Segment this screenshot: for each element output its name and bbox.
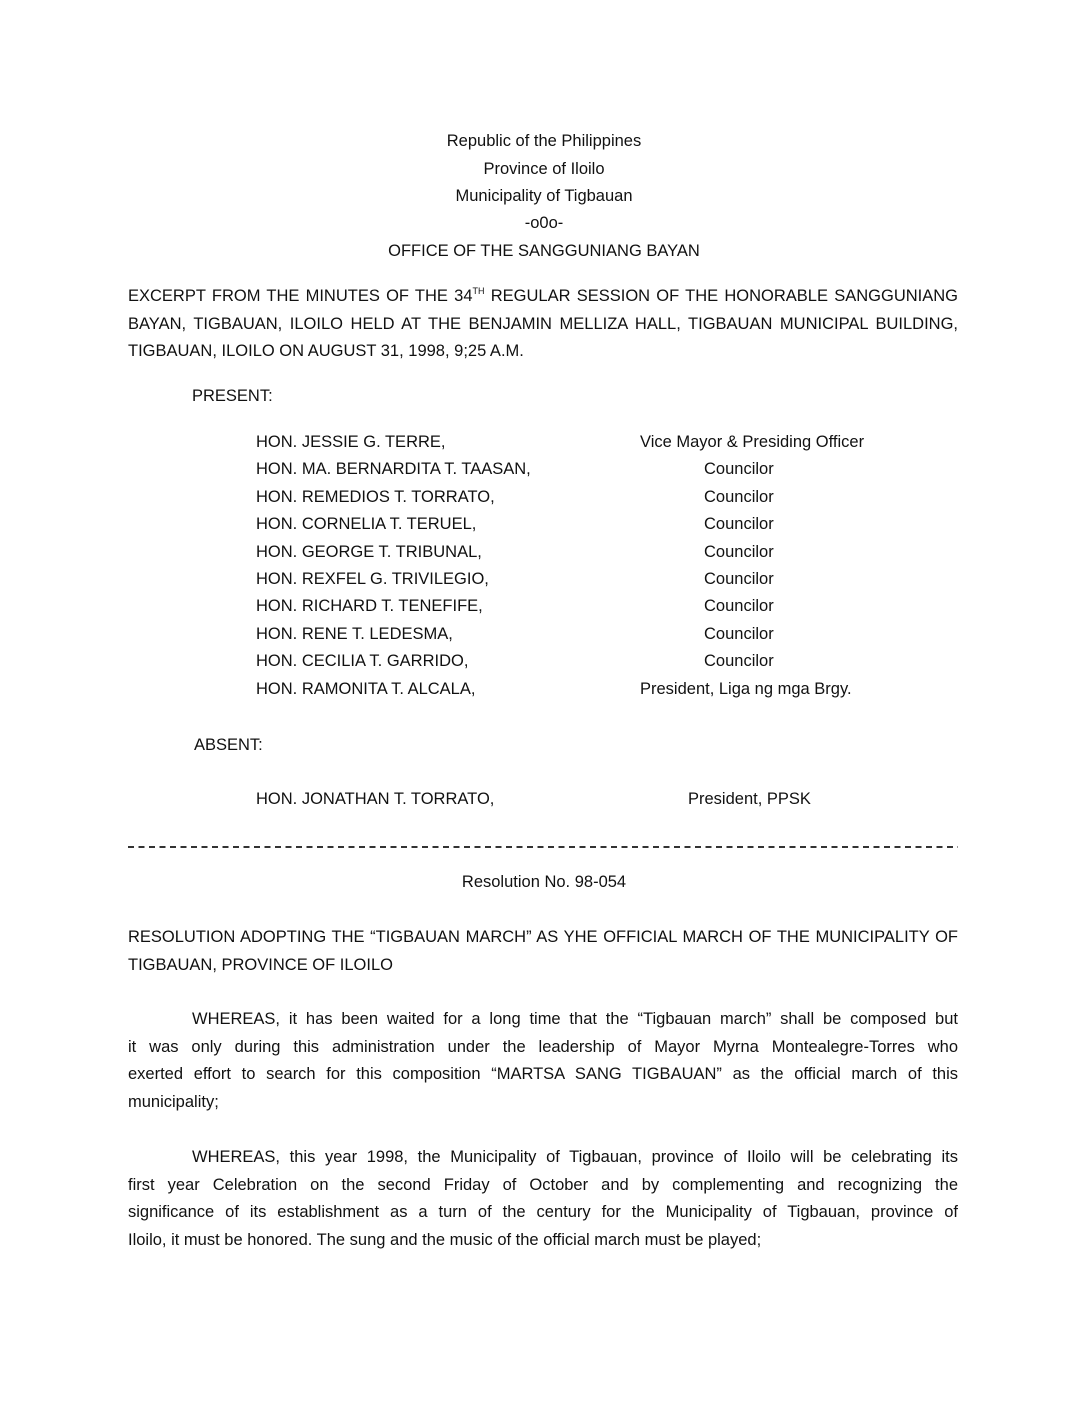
resolution-title — [128, 924, 958, 979]
attendee-role: Councilor — [704, 460, 774, 478]
whereas-2-line-2: first year Celebration on the second Friday of October and by complementing and recognizing the — [128, 1175, 958, 1194]
excerpt-line-1-text: EXCERPT FROM THE MINUTES OF THE 34 — [128, 287, 473, 305]
header-republic: Republic of the Philippines — [446, 132, 642, 150]
attendee-role: Councilor — [704, 570, 774, 588]
excerpt-line-3: TIGBAUAN, ILOILO ON AUGUST 31, 1998, 9;25 A.M. — [128, 342, 524, 360]
ordinal-suffix: TH — [472, 286, 485, 296]
excerpt-line-2: BAYAN, TIGBAUAN, ILOILO HELD AT THE BENJAMIN MELLIZA HALL, TIGBAUAN MUNICIPAL BUILDING, — [128, 314, 958, 333]
whereas-1-line-2: it was only during this administration under the leadership of Mayor Myrna Montealegre-Torres who — [128, 1037, 958, 1056]
attendee-name: HON. REMEDIOS T. TORRATO, — [256, 488, 495, 506]
attendee-name: HON. REXFEL G. TRIVILEGIO, — [256, 570, 489, 588]
whereas-2-line-4: Iloilo, it must be honored. The sung and the music of the official march must be played; — [128, 1230, 762, 1249]
whereas-1-line-3: exerted effort to search for this composition “MARTSA SANG TIGBAUAN” as the official march of this — [128, 1065, 958, 1083]
attendee-name: HON. RICHARD T. TENEFIFE, — [256, 597, 483, 615]
header-office: OFFICE OF THE SANGGUNIANG BAYAN — [388, 242, 700, 260]
resolution-title-line-2: TIGBAUAN, PROVINCE OF ILOILO — [128, 955, 393, 974]
header-municipality: Municipality of Tigbauan — [455, 187, 633, 205]
attendee-role: Vice Mayor & Presiding Officer — [640, 433, 865, 451]
attendee-name: HON. CECILIA T. GARRIDO, — [256, 652, 469, 670]
resolution-title-line-1: RESOLUTION ADOPTING THE “TIGBAUAN MARCH” AS YHE OFFICIAL MARCH OF THE MUNICIPALITY OF — [128, 928, 958, 946]
attendee-role: Councilor — [704, 543, 774, 561]
header-province: Province of Iloilo — [483, 160, 605, 178]
attendee-name: HON. CORNELIA T. TERUEL, — [256, 515, 477, 533]
whereas-2-line-1-text: WHEREAS, this year 1998, the Municipality of Tigbauan, province of Iloilo will be celebrating its — [192, 1148, 958, 1166]
attendee-name: HON. JESSIE G. TERRE, — [256, 433, 446, 451]
resolution-number: Resolution No. 98-054 — [461, 873, 627, 891]
excerpt-paragraph — [128, 283, 958, 366]
whereas-1-line-4: municipality; — [128, 1092, 219, 1111]
attendee-name: HON. MA. BERNARDITA T. TAASAN, — [256, 460, 531, 478]
attendee-name: HON. RENE T. LEDESMA, — [256, 625, 453, 643]
attendee-role: Councilor — [704, 515, 774, 533]
whereas-paragraph-2 — [128, 1144, 958, 1254]
attendee-role: Councilor — [704, 652, 774, 670]
header-ornament: -o0o- — [524, 214, 564, 232]
whereas-1-line-1-text: WHEREAS, it has been waited for a long time that the “Tigbauan march” shall be composed but — [192, 1010, 958, 1028]
attendee-role: Councilor — [704, 488, 774, 506]
attendee-role: President, Liga ng mga Brgy. — [640, 680, 852, 698]
excerpt-line-1-rest: REGULAR SESSION OF THE HONORABLE SANGGUNIANG — [484, 287, 958, 305]
whereas-1-line-1 — [128, 1006, 958, 1034]
attendee-role: Councilor — [704, 625, 774, 643]
excerpt-line-1 — [128, 283, 958, 311]
present-label: PRESENT: — [192, 387, 273, 405]
dashed-divider — [128, 846, 958, 848]
attendee-name: HON. GEORGE T. TRIBUNAL, — [256, 543, 482, 561]
whereas-2-line-3: significance of its establishment as a turn of the century for the Municipality of Tigbauan, province of — [128, 1203, 958, 1221]
attendee-name: HON. RAMONITA T. ALCALA, — [256, 680, 476, 698]
absent-name: HON. JONATHAN T. TORRATO, — [256, 790, 495, 808]
absent-role: President, PPSK — [688, 790, 811, 808]
absent-label: ABSENT: — [194, 736, 263, 754]
attendee-role: Councilor — [704, 597, 774, 615]
whereas-2-line-1 — [128, 1144, 958, 1172]
whereas-paragraph-1 — [128, 1006, 958, 1116]
